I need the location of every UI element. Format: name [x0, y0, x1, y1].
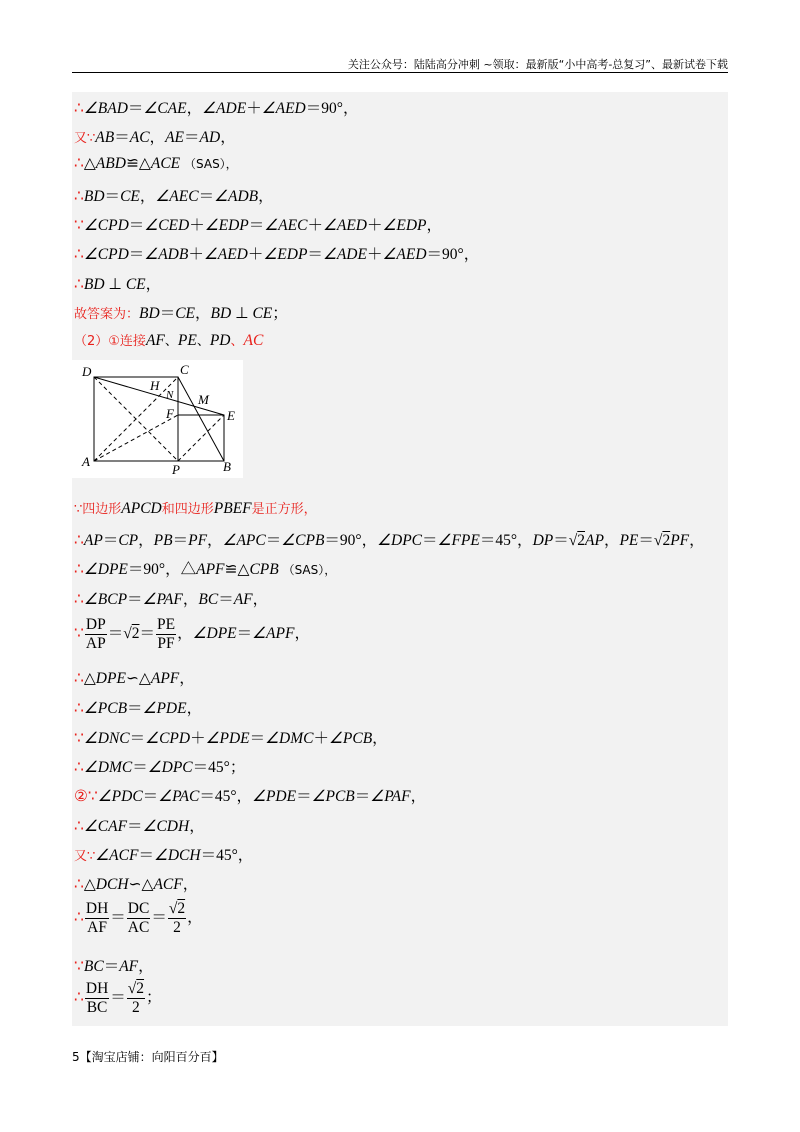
solution-line-12: ∴∠DPE＝90°，△APF≌△CPB （SAS）， [74, 561, 337, 578]
solution-line-3: ∴△ABD≌△ACE （SAS）， [74, 155, 238, 172]
label-h: H [150, 378, 160, 393]
solution-line-7: ∴BD ⊥ CE， [74, 276, 162, 293]
solution-line-1: ∴∠BAD＝∠CAE，∠ADE＋∠AED＝90°， [74, 100, 359, 117]
label-e: E [227, 408, 235, 423]
squares-diagram [72, 360, 243, 478]
solution-line-13: ∴∠BCP＝∠PAF，BC＝AF， [74, 591, 269, 608]
solution-line-24: ∵BC＝AF， [74, 958, 154, 975]
solution-line-16: ∴∠PCB＝∠PDE， [74, 700, 203, 717]
solution-line-14: ∵ $\frac{DP}{AP}$ ＝√2＝ $\frac{PE}{PF}$ ，∠DPE＝∠APF， [74, 616, 310, 652]
solution-line-25: ∴ $\frac{DH}{BC}$ ＝ $\frac{√2}{2}$ ； [74, 980, 162, 1016]
page-footer: 5【淘宝店铺：向阳百分百】 [72, 1050, 224, 1064]
solution-line-22: ∴△DCH∽△ACF， [74, 876, 199, 893]
geometry-figure [72, 360, 243, 478]
label-m: M [198, 392, 209, 407]
solution-line-15: ∴△DPE∽△APF， [74, 670, 195, 687]
solution-line-20: ∴∠CAF＝∠CDH， [74, 818, 205, 835]
segment-cb [178, 377, 224, 461]
solution-line-17: ∵∠DNC＝∠CPD＋∠PDE＝∠DMC＋∠PCB， [74, 730, 388, 747]
label-a: A [82, 454, 90, 469]
solution-line-4: ∴BD＝CE，∠AEC＝∠ADB， [74, 188, 274, 205]
solution-line-18: ∴∠DMC＝∠DPC＝45°； [74, 759, 246, 776]
solution-line-23: ∴ $\frac{DH}{AF}$ ＝ $\frac{DC}{AC}$ ＝ $\frac{√2}{2}$ ， [74, 900, 203, 936]
solution-line-9: （2）①连接AF、PE、PD、AC [74, 332, 264, 349]
solution-line-19: ②∵∠PDC＝∠PAC＝45°，∠PDE＝∠PCB＝∠PAF， [74, 788, 427, 805]
solution-line-6: ∴∠CPD＝∠ADB＋∠AED＋∠EDP＝∠ADE＋∠AED＝90°， [74, 246, 480, 263]
solution-line-21: 又∵∠ACF＝∠DCH＝45°， [74, 847, 254, 864]
label-c: C [180, 362, 189, 377]
header-divider [72, 72, 728, 73]
solution-panel-part-2 [72, 480, 728, 1026]
solution-line-2: 又∵AB＝AC，AE＝AD， [74, 129, 236, 146]
solution-line-10: ∵四边形APCD和四边形PBEF是正方形， [74, 500, 317, 517]
label-p: P [172, 462, 180, 477]
solution-line-11: ∴AP＝CP，PB＝PF，∠APC＝∠CPB＝90°，∠DPC＝∠FPE＝45°，DP＝√2AP，PE＝√2PF， [74, 532, 705, 549]
page-header: 关注公众号：陆陆高分冲刺 ~领取：最新版“小中高考-总复习”、最新试卷下载 [347, 58, 728, 71]
label-n: N [166, 389, 174, 401]
label-f: F [166, 406, 174, 421]
solution-line-8: 故答案为：BD＝CE，BD ⊥ CE； [74, 305, 288, 322]
label-d: D [82, 364, 92, 379]
solution-line-5: ∵∠CPD＝∠CED＋∠EDP＝∠AEC＋∠AED＋∠EDP， [74, 217, 443, 234]
label-b: B [223, 459, 231, 474]
